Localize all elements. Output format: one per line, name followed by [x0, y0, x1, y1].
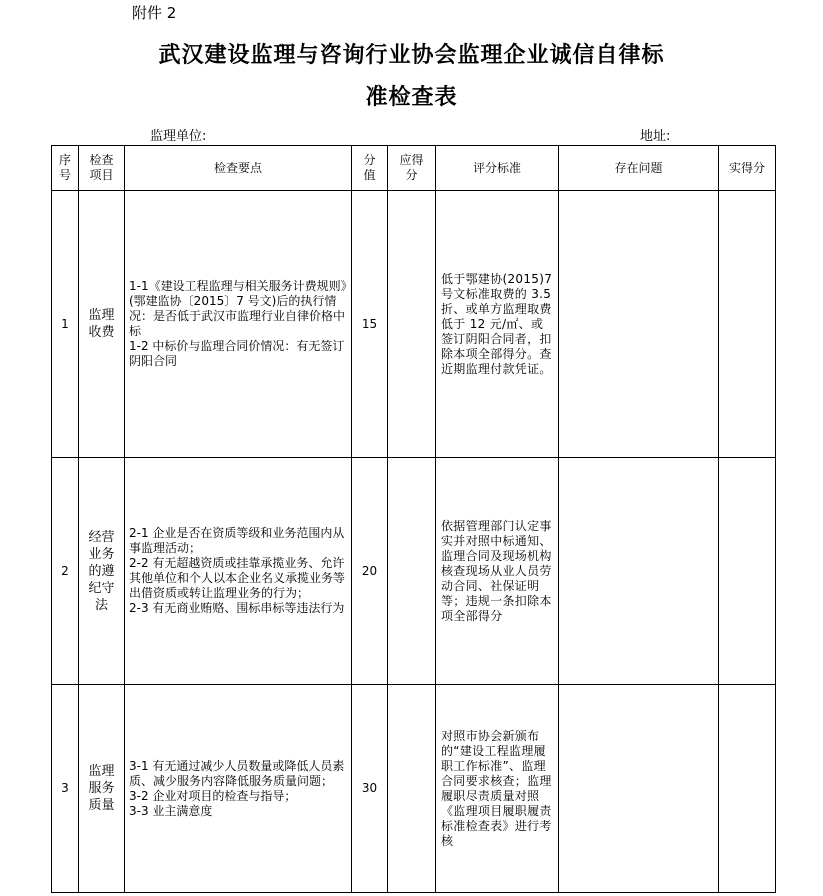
- row-should-score[interactable]: [388, 685, 436, 893]
- table-header-row: [52, 146, 776, 191]
- table-row: [52, 191, 776, 458]
- row-item: 监理 收费: [79, 191, 125, 458]
- row-actual-score[interactable]: [719, 685, 776, 893]
- attachment-label: 附件 2: [132, 4, 177, 22]
- table-row: [52, 685, 776, 893]
- header-seq: 序 号: [52, 146, 79, 191]
- row-score-value: 20: [352, 458, 388, 685]
- row-item: 监理 服务 质量: [79, 685, 125, 893]
- inspection-table: [51, 145, 776, 893]
- row-points: 1-1《建设工程监理与相关服务计费规则》(鄂建监协〔2015〕7 号文)后的执行情况：是否低于武汉市监理行业自律价格中标 1-2 中标价与监理合同价情况：有无签订阴阳合同: [125, 191, 352, 458]
- row-item: 经营 业务 的遵 纪守 法: [79, 458, 125, 685]
- row-issues[interactable]: [559, 191, 719, 458]
- row-seq: 3: [52, 685, 79, 893]
- unit-label: 监理单位:: [150, 129, 207, 144]
- row-issues[interactable]: [559, 685, 719, 893]
- row-standard: 对照市协会新颁布的“建设工程监理履职工作标准”、监理合同要求核查；监理履职尽责质量对照《监理项目履职履责标准检查表》进行考核: [436, 685, 559, 893]
- page-title-line-1: 武汉建设监理与咨询行业协会监理企业诚信自律标: [158, 43, 665, 68]
- row-seq: 2: [52, 458, 79, 685]
- address-label: 地址:: [640, 129, 671, 144]
- header-issues: 存在问题: [559, 146, 719, 191]
- row-score-value: 15: [352, 191, 388, 458]
- header-standard: 评分标准: [436, 146, 559, 191]
- row-actual-score[interactable]: [719, 191, 776, 458]
- row-should-score[interactable]: [388, 191, 436, 458]
- row-score-value: 30: [352, 685, 388, 893]
- header-item: 检查 项目: [79, 146, 125, 191]
- row-points: 3-1 有无通过减少人员数量或降低人员素质、减少服务内容降低服务质量问题； 3-2 企业对项目的检查与指导； 3-3 业主满意度: [125, 685, 352, 893]
- header-score-value: 分 值: [352, 146, 388, 191]
- page-title-line-2: 准检查表: [365, 85, 458, 110]
- row-standard: 低于鄂建协(2015)7 号文标准取费的 3.5 折、或单方监理取费低于 12 元/㎡、或签订阴阳合同者，扣除本项全部得分。查近期监理付款凭证。: [436, 191, 559, 458]
- row-actual-score[interactable]: [719, 458, 776, 685]
- row-seq: 1: [52, 191, 79, 458]
- header-points: 检查要点: [125, 146, 352, 191]
- header-actual-score: 实得分: [719, 146, 776, 191]
- row-points: 2-1 企业是否在资质等级和业务范围内从事监理活动； 2-2 有无超越资质或挂靠承揽业务、允许其他单位和个人以本企业名义承揽业务等出借资质或转让监理业务的行为； 2-3 有无商业贿赂、围标串标等违法行为: [125, 458, 352, 685]
- row-should-score[interactable]: [388, 458, 436, 685]
- header-should-score: 应得 分: [388, 146, 436, 191]
- row-standard: 依据管理部门认定事实并对照中标通知、监理合同及现场机构核查现场从业人员劳动合同、社保证明等；违规一条扣除本项全部得分: [436, 458, 559, 685]
- table-row: [52, 458, 776, 685]
- row-issues[interactable]: [559, 458, 719, 685]
